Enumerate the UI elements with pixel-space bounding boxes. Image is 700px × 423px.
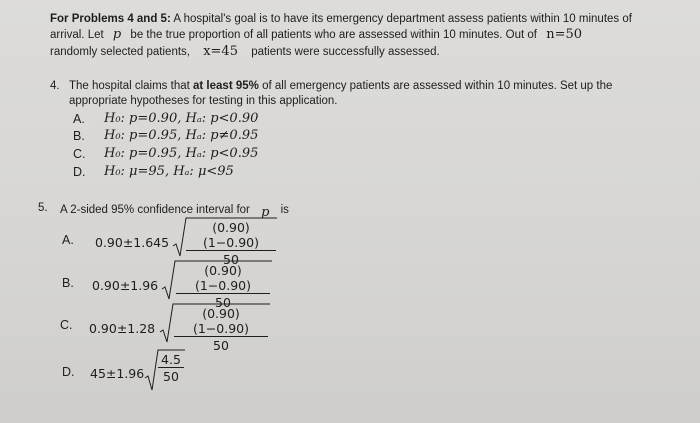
intro-line2-b: be the true proportion of all patients who are assessed within 10 minutes. Out of [130, 29, 537, 41]
problem5-number: 5. [38, 202, 48, 214]
p4-option-c-expr[interactable]: H₀: p=0.95, Hₐ: p<0.95 [104, 146, 259, 161]
p4-option-d-expr[interactable]: H₀: μ=95, Hₐ: μ<95 [104, 164, 234, 179]
p5-option-b-letter[interactable]: B. [62, 276, 74, 290]
problem4-number: 4. [50, 80, 60, 92]
p5-option-b-prefix[interactable]: 0.90±1.96 [92, 278, 159, 293]
problem4-text-b: of all emergency patients are assessed within 10 minutes. Set up the [262, 80, 613, 92]
problem5-text [60, 202, 289, 220]
intro-line1-text: A hospital's goal is to have its emergency department assess patients within 10 minutes of [173, 13, 632, 25]
intro-line-1 [50, 12, 632, 26]
p5-option-d-letter[interactable]: D. [62, 365, 75, 379]
intro-line-3 [50, 45, 440, 59]
problem5-var-p: p [261, 205, 270, 220]
p4-option-c-letter[interactable]: C. [73, 147, 86, 161]
p5-option-d-denominator: 50 [158, 367, 184, 384]
p5-option-a-letter[interactable]: A. [62, 233, 74, 247]
p5-option-c-prefix[interactable]: 0.90±1.28 [89, 321, 156, 336]
p5-option-d-numerator: 4.5 [161, 352, 181, 367]
p5-option-a-numerator: (0.90)(1−0.90) [202, 220, 259, 250]
problem4-text-a: The hospital claims that [69, 80, 190, 92]
intro-line-2 [50, 28, 582, 42]
p4-option-d-letter[interactable]: D. [73, 165, 86, 179]
problem4-text-bold: at least 95% [193, 80, 259, 92]
intro-line3-b: patients were successfully assessed. [251, 46, 440, 58]
problem5-text-b: is [280, 204, 289, 216]
p4-option-b-letter[interactable]: B. [73, 129, 85, 143]
intro-var-p: p [112, 27, 122, 42]
p5-option-c-denominator: 50 [174, 336, 268, 353]
p5-option-d-fraction [158, 352, 184, 384]
intro-line2-a: arrival. Let [50, 29, 104, 41]
p5-option-c-letter[interactable]: C. [60, 318, 73, 332]
p5-option-c-numerator: (0.90)(1−0.90) [192, 306, 249, 336]
intro-x-value: x=45 [203, 44, 238, 59]
problem4-text-line2: appropriate hypotheses for testing in this application. [69, 95, 338, 107]
p5-option-a-prefix[interactable]: 0.90±1.645 [95, 235, 170, 250]
p4-option-b-expr[interactable]: H₀: p=0.95, Hₐ: p≠0.95 [104, 128, 259, 143]
p4-option-a-expr[interactable]: H₀: p=0.90, Hₐ: p<0.90 [104, 111, 259, 126]
p5-option-b-numerator: (0.90)(1−0.90) [194, 263, 251, 293]
p5-option-a-denominator: 50 [186, 250, 276, 267]
p5-option-d-prefix[interactable]: 45±1.96 [90, 366, 145, 381]
intro-line3-a: randomly selected patients, [50, 46, 190, 58]
p4-option-a-letter[interactable]: A. [73, 112, 85, 126]
intro-n-value: n=50 [546, 27, 583, 42]
p5-option-c-fraction [174, 306, 268, 353]
intro-lead: For Problems 4 and 5: [50, 13, 171, 25]
p5-option-b-denominator: 50 [176, 293, 270, 310]
problem4-text-line1 [69, 80, 612, 92]
problem5-text-a: A 2-sided 95% confidence interval for [60, 204, 250, 216]
